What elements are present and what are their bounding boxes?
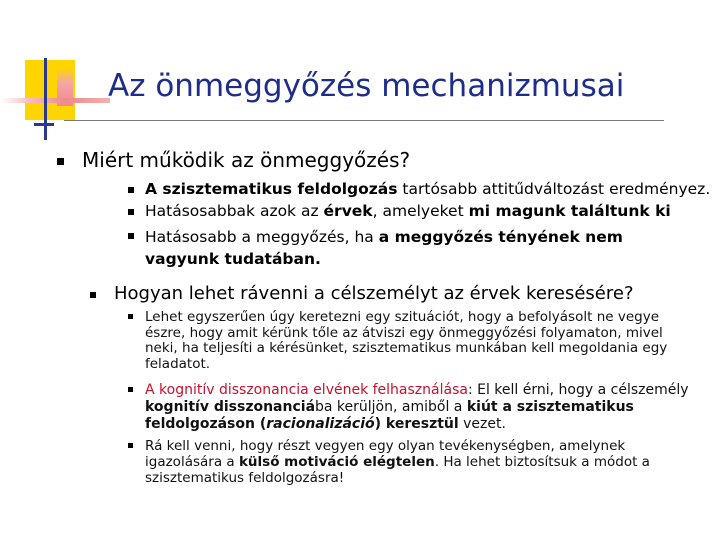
point-systematic-processing: A szisztematikus feldolgozás tartósabb attitűdváltozást eredményez.: [145, 180, 711, 198]
slide-title: Az önmeggyőzés mechanizmusai: [108, 68, 625, 104]
point-unaware-persuasion: Hatásosabb a meggyőzés, ha a meggyőzés tényének nem vagyunk tudatában.: [145, 228, 623, 268]
decorative-blue-line-horizontal: [34, 123, 54, 126]
bullet-square-icon: [90, 292, 96, 298]
point-framing: Lehet egyszerűen úgy keretezni egy szituációt, hogy a befolyásolt ne vegye észre, hogy amit kérünk tőle az átviszi egy önmeggyőzési folyamaton, mivel neki, ha teljesíti a kérésünket, szisztematikus munkában kell megoldania egy feladatot.: [145, 309, 668, 372]
point-cognitive-dissonance: A kognitív disszonancia elvének felhasználása: El kell érni, hogy a célszemély kognitív disszonanciába kerüljön, amiből a kiút a szisztematikus feldolgozáson (racionalizáció) keresztül vezet.: [145, 382, 689, 432]
bullet-square-icon: [128, 387, 133, 392]
bullet-square-icon: [128, 443, 133, 448]
point-own-arguments: Hatásosabbak azok az érvek, amelyeket mi magunk találtunk ki: [145, 202, 671, 220]
decorative-red-line: [0, 98, 110, 103]
bullet-square-icon: [128, 187, 134, 193]
heading-how: Hogyan lehet rávenni a célszemélyt az érvek keresésére?: [114, 283, 634, 304]
bullet-square-icon: [128, 314, 133, 319]
bullet-square-icon: [57, 158, 64, 165]
title-underline: [64, 120, 664, 121]
heading-why: Miért működik az önmeggyőzés?: [82, 148, 411, 172]
bullet-square-icon: [128, 233, 134, 239]
point-external-motivation: Rá kell venni, hogy részt vegyen egy olyan tevékenységben, amelynek igazolására a külső motiváció elégtelen. Ha lehet biztosítsuk a módot a szisztematikus feldolgozásra!: [145, 438, 650, 486]
decorative-blue-line-vertical: [44, 58, 47, 140]
bullet-square-icon: [128, 209, 134, 215]
